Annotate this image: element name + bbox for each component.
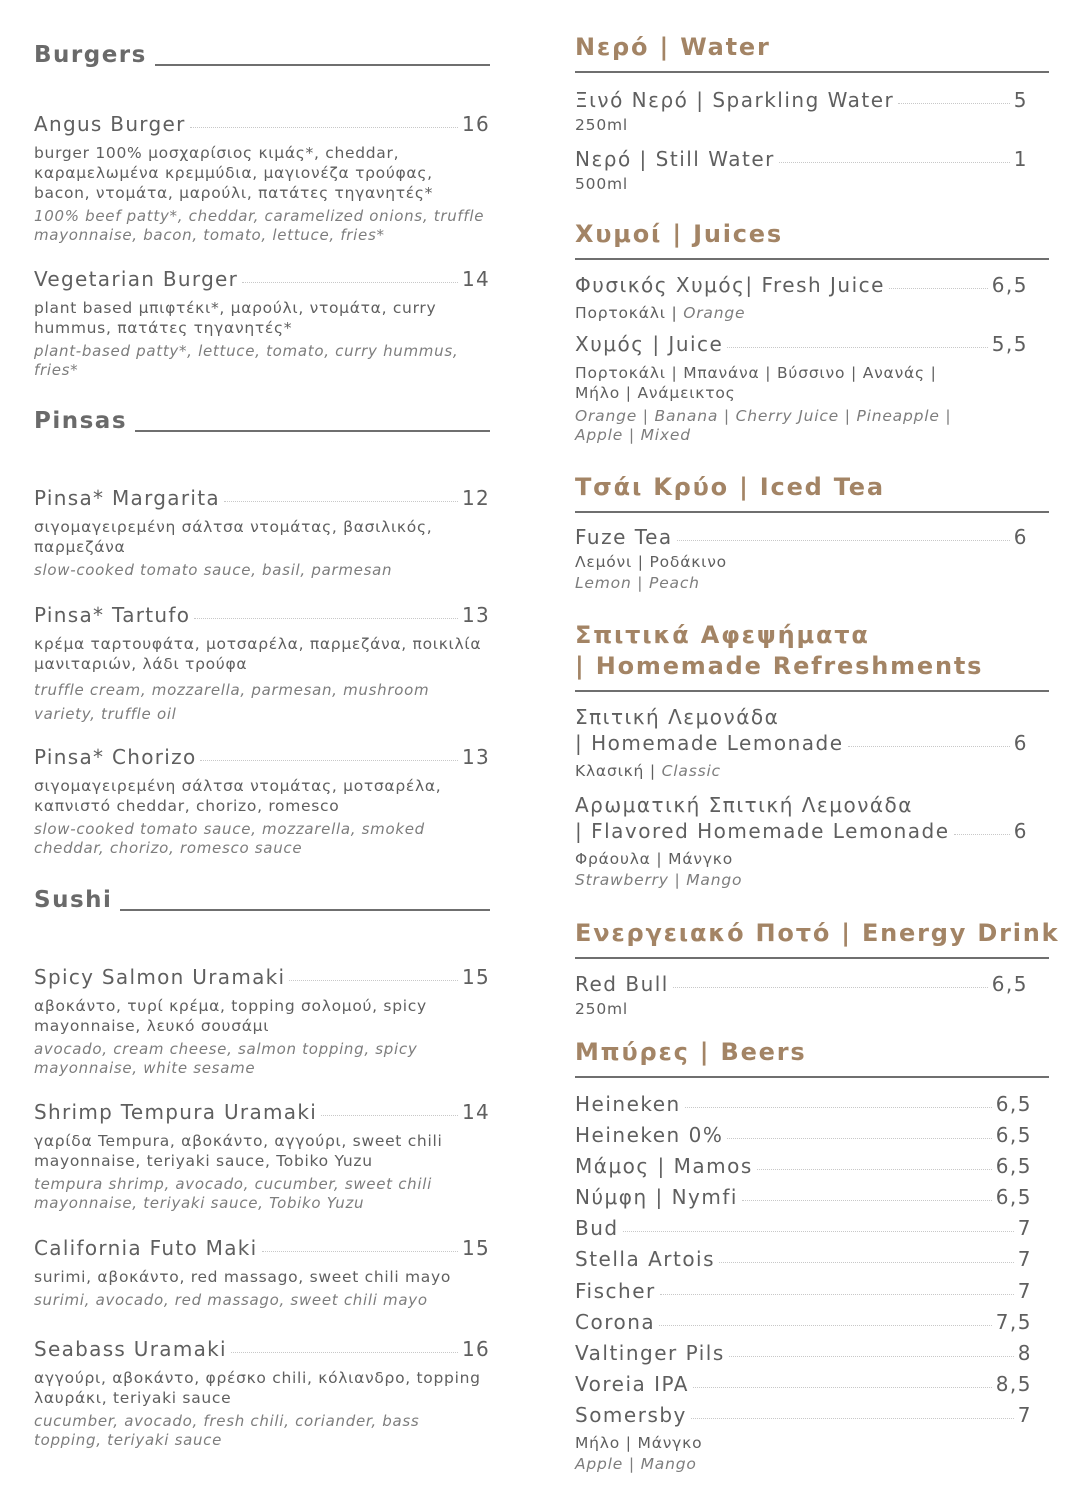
item-name: Red Bull (575, 972, 669, 996)
item-name: Φυσικός Χυμός| Fresh Juice (575, 273, 885, 297)
dot-leader (954, 834, 1010, 835)
item-price: 6,5 (995, 1092, 1032, 1116)
dot-leader (262, 1251, 458, 1252)
item-price: 8 (1017, 1341, 1032, 1365)
item-name: Fischer (575, 1279, 656, 1303)
dot-leader (729, 1356, 1014, 1357)
section-header-pinsas (34, 410, 490, 433)
item-volume: 250ml (575, 1000, 628, 1018)
item-description-english: slow-cooked tomato sauce, mozzarella, smoked cheddar, chorizo, romesco sauce (34, 820, 425, 857)
dot-leader (677, 540, 1010, 541)
item-flavors-greek: Λεμόνι | Ροδάκινο (575, 553, 727, 571)
section-header-burgers (34, 44, 490, 67)
menu-item-pinsa-margarita (34, 485, 490, 580)
menu-item-spicy-salmon-uramaki (34, 964, 490, 1078)
item-flavors (575, 761, 1028, 781)
menu-item-sparkling-water (575, 87, 1028, 135)
item-flavors-english: Classic (661, 762, 721, 780)
beer-item-nymfi (575, 1184, 1032, 1210)
item-price: 6,5 (995, 1123, 1032, 1147)
item-description-greek: αγγούρι, αβοκάντο, φρέσκο chili, κόλιανδρο, topping λαυράκι, teriyaki sauce (34, 1369, 481, 1407)
section-title: Τσάι Κρύο | Iced Tea (575, 473, 885, 501)
item-price: 6,5 (995, 1154, 1032, 1178)
section-header-iced-tea (575, 472, 1049, 513)
item-name: Shrimp Tempura Uramaki (34, 1100, 318, 1124)
dot-leader (889, 288, 988, 289)
item-price: 5 (1013, 88, 1028, 112)
item-description-greek: αβοκάντο, τυρί κρέμα, topping σολομού, spicy mayonnaise, λευκό σουσάμι (34, 997, 427, 1035)
dot-leader (693, 1387, 992, 1388)
item-price: 14 (461, 1100, 490, 1124)
section-header-water (575, 32, 1049, 73)
beer-item-mamos (575, 1153, 1032, 1179)
item-price: 13 (461, 603, 490, 627)
item-flavors-english: Orange (683, 304, 746, 322)
menu-item-juice (575, 331, 1028, 445)
item-name: Νερό | Still Water (575, 147, 775, 171)
item-description-english: cucumber, avocado, fresh chili, coriander, bass topping, teriyaki sauce (34, 1412, 420, 1449)
item-name: Vegetarian Burger (34, 267, 239, 291)
item-price: 6 (1013, 731, 1028, 755)
dot-leader (898, 103, 1010, 104)
item-flavors-english: Orange | Banana | Cherry Juice | Pineapple | Apple | Mixed (575, 407, 952, 444)
item-price: 7 (1017, 1279, 1032, 1303)
item-price: 15 (461, 965, 490, 989)
item-description-english: avocado, cream cheese, salmon topping, spicy mayonnaise, white sesame (34, 1040, 418, 1077)
section-title-line1: Σπιτικά Αφεψήματα (575, 621, 870, 649)
item-description-greek: γαρίδα Tempura, αβοκάντο, αγγούρι, sweet chili mayonnaise, teriyaki sauce, Tobiko Yuzu (34, 1132, 443, 1170)
dot-leader (190, 127, 458, 128)
section-title: Μπύρες | Beers (575, 1038, 807, 1066)
item-description-english: slow-cooked tomato sauce, basil, parmesan (34, 561, 393, 579)
item-name: Heineken 0% (575, 1123, 724, 1147)
item-name: Μάμος | Mamos (575, 1154, 753, 1178)
item-description-greek: σιγομαγειρεμένη σάλτσα ντομάτας, βασιλικός, παρμεζάνα (34, 518, 433, 556)
dot-leader (727, 347, 987, 348)
dot-leader (685, 1107, 992, 1108)
item-price: 6,5 (991, 972, 1028, 996)
menu-item-flavored-homemade-lemonade (575, 792, 1028, 890)
beer-item-voreia-ipa (575, 1371, 1032, 1397)
menu-item-seabass-uramaki (34, 1336, 490, 1450)
item-description-greek: surimi, αβοκάντο, red massago, sweet chili mayo (34, 1268, 452, 1286)
item-name: Fuze Tea (575, 525, 673, 549)
menu-item-vegetarian-burger (34, 266, 490, 380)
dot-leader (727, 1138, 991, 1139)
item-price: 7 (1017, 1216, 1032, 1240)
menu-item-red-bull (575, 971, 1028, 1019)
section-header-homemade-refreshments (575, 620, 1049, 692)
section-rule (120, 909, 490, 911)
dot-leader (659, 1325, 992, 1326)
item-description-english: tempura shrimp, avocado, cucumber, sweet chili mayonnaise, teriyaki sauce, Tobiko Yuzu (34, 1175, 432, 1212)
item-name: Voreia IPA (575, 1372, 689, 1396)
item-volume: 250ml (575, 116, 628, 134)
menu-item-pinsa-chorizo (34, 744, 490, 858)
item-price: 6 (1013, 525, 1028, 549)
item-name: Χυμός | Juice (575, 332, 724, 356)
dot-leader (742, 1200, 992, 1201)
item-flavors-greek: Μήλο | Μάνγκο (575, 1434, 703, 1452)
item-name: Νύμφη | Nymfi (575, 1185, 738, 1209)
beer-item-bud (575, 1215, 1032, 1241)
item-price: 7 (1017, 1403, 1032, 1427)
item-flavors-greek: Φράουλα | Μάνγκο (575, 850, 734, 868)
item-description-greek: σιγομαγειρεμένη σάλτσα ντομάτας, μοτσαρέλα, καπνιστό cheddar, chorizo, romesco (34, 777, 442, 815)
item-name: Corona (575, 1310, 656, 1334)
section-rule (135, 430, 490, 432)
item-price: 15 (461, 1236, 490, 1260)
item-name: | Homemade Lemonade (575, 731, 844, 755)
item-flavors-english: Lemon | Peach (575, 574, 700, 592)
item-price: 14 (461, 267, 490, 291)
item-name-greek: Σπιτική Λεμονάδα (575, 705, 780, 729)
item-name: Heineken (575, 1092, 681, 1116)
dot-leader (779, 162, 1010, 163)
item-description-greek: κρέμα ταρτουφάτα, μοτσαρέλα, παρμεζάνα, ποικιλία μανιταριών, λάδι τρούφα (34, 635, 482, 673)
section-header-beers (575, 1037, 1049, 1078)
section-header-sushi (34, 889, 490, 912)
item-name: Angus Burger (34, 112, 186, 136)
dot-leader (224, 501, 458, 502)
dot-leader (848, 746, 1010, 747)
item-price: 6,5 (995, 1185, 1032, 1209)
beer-item-somersby (575, 1402, 1032, 1474)
menu-item-fresh-juice (575, 272, 1028, 323)
menu-item-homemade-lemonade (575, 704, 1028, 781)
section-header-juices (575, 219, 1049, 260)
item-price: 6,5 (991, 273, 1028, 297)
menu-item-fuze-tea (575, 524, 1028, 593)
dot-leader (660, 1294, 1014, 1295)
item-price: 8,5 (995, 1372, 1032, 1396)
beer-item-stella-artois (575, 1246, 1032, 1272)
menu-item-shrimp-tempura-uramaki (34, 1099, 490, 1213)
section-title: Sushi (34, 887, 113, 913)
dot-leader (231, 1352, 458, 1353)
menu-item-pinsa-tartufo (34, 602, 490, 726)
item-name-greek: Αρωματική Σπιτική Λεμονάδα (575, 793, 913, 817)
item-flavors-english: Strawberry | Mango (575, 871, 743, 889)
section-title: Pinsas (34, 408, 128, 434)
item-flavors-english: Apple | Mango (575, 1455, 697, 1473)
item-name: Seabass Uramaki (34, 1337, 227, 1361)
item-name: Valtinger Pils (575, 1341, 725, 1365)
item-name: Pinsa* Chorizo (34, 745, 197, 769)
item-price: 12 (461, 486, 490, 510)
item-name: Pinsa* Margarita (34, 486, 220, 510)
dot-leader (691, 1418, 1014, 1419)
beer-item-fischer (575, 1278, 1032, 1304)
dot-leader (200, 760, 457, 761)
section-header-energy-drink (575, 918, 1060, 959)
item-description-greek: plant based μπιφτέκι*, μαρούλι, ντομάτα, curry hummus, πατάτες τηγανητές* (34, 299, 437, 337)
dot-leader (321, 1115, 458, 1116)
item-price: 6 (1013, 819, 1028, 843)
item-name: Spicy Salmon Uramaki (34, 965, 286, 989)
section-title: Burgers (34, 42, 147, 68)
item-flavors-greek: Πορτοκάλι | (575, 304, 684, 322)
item-price: 16 (461, 112, 490, 136)
dot-leader (242, 282, 458, 283)
item-flavors (575, 303, 1028, 323)
item-name: California Futo Maki (34, 1236, 258, 1260)
beer-item-heineken (575, 1091, 1032, 1117)
item-description-english: surimi, avocado, red massago, sweet chili mayo (34, 1291, 428, 1309)
dot-leader (673, 987, 988, 988)
item-volume: 500ml (575, 175, 628, 193)
item-name: Bud (575, 1216, 619, 1240)
item-name: | Flavored Homemade Lemonade (575, 819, 950, 843)
beer-item-valtinger-pils (575, 1340, 1032, 1366)
dot-leader (194, 618, 458, 619)
item-name: Stella Artois (575, 1247, 716, 1271)
section-title-line2: | Homemade Refreshments (575, 652, 984, 680)
item-price: 13 (461, 745, 490, 769)
item-price: 7,5 (995, 1310, 1032, 1334)
item-name: Ξινό Νερό | Sparkling Water (575, 88, 895, 112)
section-title: Νερό | Water (575, 33, 771, 61)
item-description-english: plant-based patty*, lettuce, tomato, curry hummus, fries* (34, 342, 459, 379)
item-price: 7 (1017, 1247, 1032, 1271)
dot-leader (289, 980, 458, 981)
menu-item-angus-burger (34, 111, 490, 245)
menu-item-still-water (575, 146, 1028, 194)
item-price: 5,5 (991, 332, 1028, 356)
item-name: Somersby (575, 1403, 687, 1427)
dot-leader (623, 1231, 1014, 1232)
item-flavors-greek: Κλασική | (575, 762, 662, 780)
item-price: 16 (461, 1337, 490, 1361)
item-description-english: 100% beef patty*, cheddar, caramelized onions, truffle mayonnaise, bacon, tomato, lettuce, fries* (34, 207, 485, 244)
dot-leader (719, 1262, 1014, 1263)
dot-leader (757, 1169, 992, 1170)
item-flavors-greek: Πορτοκάλι | Μπανάνα | Βύσσινο | Ανανάς | Μήλο | Ανάμεικτος (575, 364, 937, 402)
item-description-english: truffle cream, mozzarella, parmesan, mushroom variety, truffle oil (34, 681, 430, 723)
item-price: 1 (1013, 147, 1028, 171)
item-name: Pinsa* Tartufo (34, 603, 191, 627)
beer-item-corona (575, 1309, 1032, 1335)
menu-item-california-futo-maki (34, 1235, 490, 1310)
beer-item-heineken-0 (575, 1122, 1032, 1148)
section-title: Χυμοί | Juices (575, 220, 783, 248)
section-title: Ενεργειακό Ποτό | Energy Drink (575, 919, 1060, 947)
item-description-greek: burger 100% μοσχαρίσιος κιμάς*, cheddar, καραμελωμένα κρεμμύδια, μαγιονέζα τρούφας, bacon, ντομάτα, μαρούλι, πατάτες τηγανητές* (34, 144, 434, 202)
section-rule (155, 64, 490, 66)
